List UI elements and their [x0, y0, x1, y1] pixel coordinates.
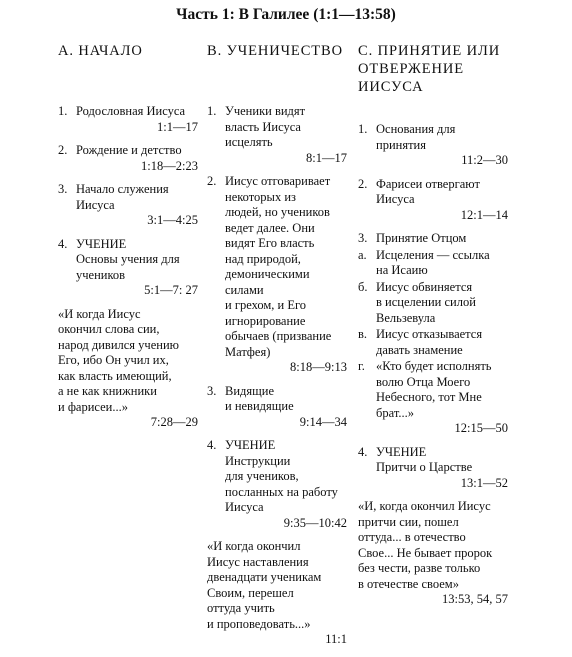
column-heading: А. НАЧАЛО — [58, 43, 143, 59]
sub-entry-letter: г. — [358, 359, 365, 373]
outline-entry — [358, 122, 508, 169]
entry-number: 1. — [358, 122, 368, 136]
outline-entry — [58, 143, 198, 174]
entry-text: Фарисеи отвергают Иисуса — [376, 176, 480, 206]
entry-text: УЧЕНИЕ Основы учения для учеников — [76, 236, 180, 282]
scripture-reference: 12:1—14 — [460, 207, 508, 222]
entry-text: Рождение и детство — [76, 143, 182, 157]
page-title: Часть 1: В Галилее (1:1—13:58) — [176, 6, 396, 23]
entry-text: УЧЕНИЕ Притчи о Царстве — [376, 444, 473, 474]
column-heading: С. ПРИНЯТИЕ ИЛИ ОТВЕРЖЕНИЕ ИИСУСА — [358, 43, 501, 95]
entry-number: 3. — [207, 383, 217, 398]
entry-number: 1. — [207, 104, 217, 118]
scripture-reference: 12:15—50 — [454, 421, 508, 435]
entry-number: 4. — [207, 438, 217, 452]
sub-entry — [358, 280, 508, 327]
scripture-reference: 3:1—4:25 — [147, 213, 198, 227]
column-acceptance-or-rejection — [358, 42, 508, 608]
entry-text: УЧЕНИЕ Инструкции для учеников, посланных на работу Иисуса — [225, 438, 338, 514]
scripture-reference: 1:1—17 — [157, 119, 198, 134]
quote-reference: 11:1 — [325, 632, 347, 646]
entry-number: 3. — [358, 231, 368, 245]
outline-entry — [58, 104, 198, 135]
scripture-reference: 8:1—17 — [306, 150, 347, 165]
closing-quote: «И когда Иисус окончил слова сии, народ дивился учению Его, ибо Он учил их, как власть имеющий, а не как книжники и фарисеи...» — [58, 306, 179, 414]
outline-entry — [358, 177, 508, 224]
outline-entry — [58, 182, 198, 229]
entry-text: Принятие Отцом — [376, 231, 467, 245]
entry-text: Ученики видят власть Иисуса исцелять — [225, 104, 306, 149]
scripture-reference: 9:35—10:42 — [283, 515, 347, 530]
sub-entry-text: Иисус обвиняется в исцелении силой Вельзевула — [376, 279, 476, 325]
entry-number: 4. — [358, 444, 368, 459]
sub-entry — [358, 327, 508, 358]
column-beginning — [58, 42, 198, 431]
sub-entry — [358, 248, 508, 279]
scripture-reference: 5:1—7: 27 — [144, 283, 198, 297]
outline-entry — [207, 384, 347, 431]
scripture-reference: 8:18—9:13 — [290, 360, 347, 374]
closing-quote: «И, когда окончил Иисус притчи сии, пошел оттуда... в отечество Свое... Не бывает пророк без чести, разве только в отечестве своем» — [358, 499, 493, 591]
scripture-reference: 1:18—2:23 — [141, 158, 198, 173]
closing-quote: «И когда окончил Иисус наставления двенадцати ученикам Своим, перешел оттуда учить и проповедовать...» — [207, 539, 322, 631]
sub-entry-letter: б. — [358, 279, 368, 294]
entry-number: 2. — [58, 143, 68, 157]
sub-entry — [358, 359, 508, 421]
entry-text: Начало служения Иисуса — [76, 182, 169, 212]
sub-entry-text: «Кто будет исполнять волю Отца Моего Небесного, тот Мне брат...» — [376, 359, 492, 420]
outline-entry — [207, 104, 347, 166]
quote-reference: 7:28—29 — [150, 415, 198, 429]
entry-number: 4. — [58, 236, 68, 251]
quote-reference: 13:53, 54, 57 — [442, 592, 508, 606]
scripture-reference: 11:2—30 — [461, 153, 508, 167]
entry-text: Видящие и невидящие — [225, 383, 294, 413]
column-heading: В. УЧЕНИЧЕСТВО — [207, 43, 343, 59]
scripture-reference: 9:14—34 — [299, 414, 347, 429]
sub-entry-text: Иисус отказывается давать знамение — [376, 327, 483, 357]
entry-number: 2. — [207, 174, 217, 188]
scripture-reference: 13:1—52 — [460, 475, 508, 490]
entry-text: Основания для принятия — [376, 122, 456, 152]
entry-number: 2. — [358, 176, 368, 191]
outline-entry — [207, 174, 347, 376]
sub-entry-letter: в. — [358, 327, 368, 341]
outline-entry — [358, 231, 508, 437]
outline-entry — [358, 445, 508, 492]
entry-number: 3. — [58, 182, 68, 196]
entry-text: Иисус отговаривает некоторых из людей, но учеников ведет далее. Они видят Его власть над природой, демоническими силами и грехом, и Его игнорирование обычаев (призвание Матфея) — [225, 174, 332, 359]
outline-entry — [207, 438, 347, 531]
entry-number: 1. — [58, 104, 68, 118]
outline-entry — [58, 237, 198, 299]
sub-entry-text: Исцеления — ссылка на Исаию — [376, 247, 490, 277]
column-discipleship — [207, 42, 347, 648]
sub-entry-letter: а. — [358, 247, 367, 262]
entry-text: Родословная Иисуса — [76, 104, 186, 118]
